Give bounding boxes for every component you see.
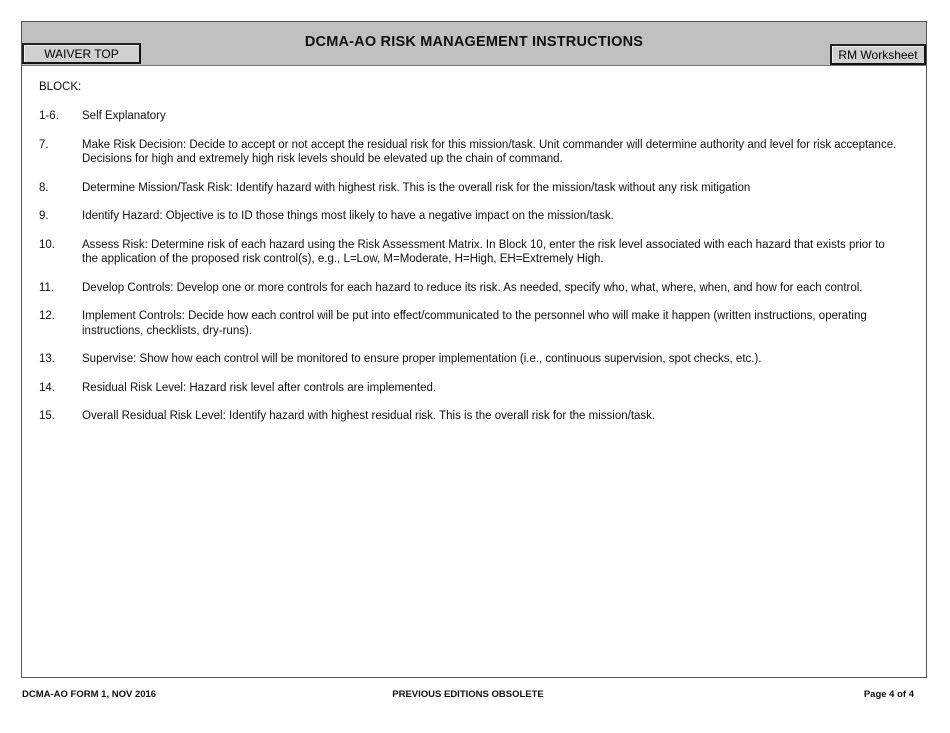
- instruction-text: Implement Controls: Decide how each control will be put into effect/communicated to the personnel who will make it happen (written instructions, operating instructions, checklists, dry-runs).: [82, 310, 867, 337]
- instruction-text: Self Explanatory: [82, 110, 166, 122]
- instruction-item: [39, 381, 899, 396]
- instruction-item: [39, 238, 899, 267]
- instruction-text: Overall Residual Risk Level: Identify hazard with highest residual risk. This is the overall risk for the mission/task.: [82, 410, 656, 422]
- page-number: Page 4 of 4: [863, 689, 914, 700]
- instruction-item: [39, 309, 899, 338]
- block-number: 13.: [39, 353, 55, 365]
- instruction-text: Determine Mission/Task Risk: Identify hazard with highest risk. This is the overall risk for the mission/task without any risk mitigation: [82, 181, 751, 194]
- instruction-item: [39, 138, 899, 167]
- instruction-text: Identify Hazard: Objective is to ID those things most likely to have a negative impact on the mission/task.: [82, 210, 614, 222]
- editions-notice: PREVIOUS EDITIONS OBSOLETE: [392, 689, 544, 700]
- header-bar: [22, 22, 926, 66]
- block-number: 15.: [39, 410, 55, 422]
- instruction-item: [39, 209, 899, 224]
- instruction-item: [39, 181, 899, 196]
- instruction-text: Develop Controls: Develop one or more controls for each hazard to reduce its risk. As needed, specify who, what, where, when, and how for each control.: [82, 281, 863, 294]
- instruction-text: Assess Risk: Determine risk of each hazard using the Risk Assessment Matrix. In Block 10, enter the risk level associated with each hazard that exists prior to the application of the proposed risk control(s), e.g., L=Low, M=Moderate, H=High, EH=Extremely High.: [82, 238, 885, 265]
- block-number: 8.: [39, 181, 49, 194]
- form-frame: [21, 21, 927, 678]
- block-number: 11.: [39, 281, 55, 294]
- instruction-text: Supervise: Show how each control will be monitored to ensure proper implementation (i.e., continuous supervision, spot checks, etc.).: [82, 353, 762, 365]
- rm-worksheet-button[interactable]: RM Worksheet: [830, 44, 926, 65]
- instruction-list: [39, 109, 899, 438]
- block-label: BLOCK:: [39, 81, 82, 93]
- block-number: 1-6.: [39, 110, 59, 122]
- waiver-top-button[interactable]: WAIVER TOP: [22, 43, 141, 64]
- instruction-text: Make Risk Decision: Decide to accept or not accept the residual risk for this mission/task. Unit commander will determine authority and level for risk acceptance. Decisions for high and extremely high risk levels should be elevated up the chain of command.: [82, 138, 897, 165]
- block-number: 7.: [39, 138, 49, 151]
- instruction-item: [39, 409, 899, 424]
- instruction-text: Residual Risk Level: Hazard risk level after controls are implemented.: [82, 381, 437, 394]
- instruction-item: [39, 281, 899, 296]
- block-number: 12.: [39, 310, 55, 322]
- block-number: 14.: [39, 381, 55, 394]
- instruction-item: [39, 109, 899, 124]
- instruction-item: [39, 352, 899, 367]
- block-number: 9.: [39, 210, 49, 222]
- form-title: DCMA-AO RISK MANAGEMENT INSTRUCTIONS: [304, 34, 644, 50]
- form-id: DCMA-AO FORM 1, NOV 2016: [22, 689, 157, 700]
- block-number: 10.: [39, 238, 55, 251]
